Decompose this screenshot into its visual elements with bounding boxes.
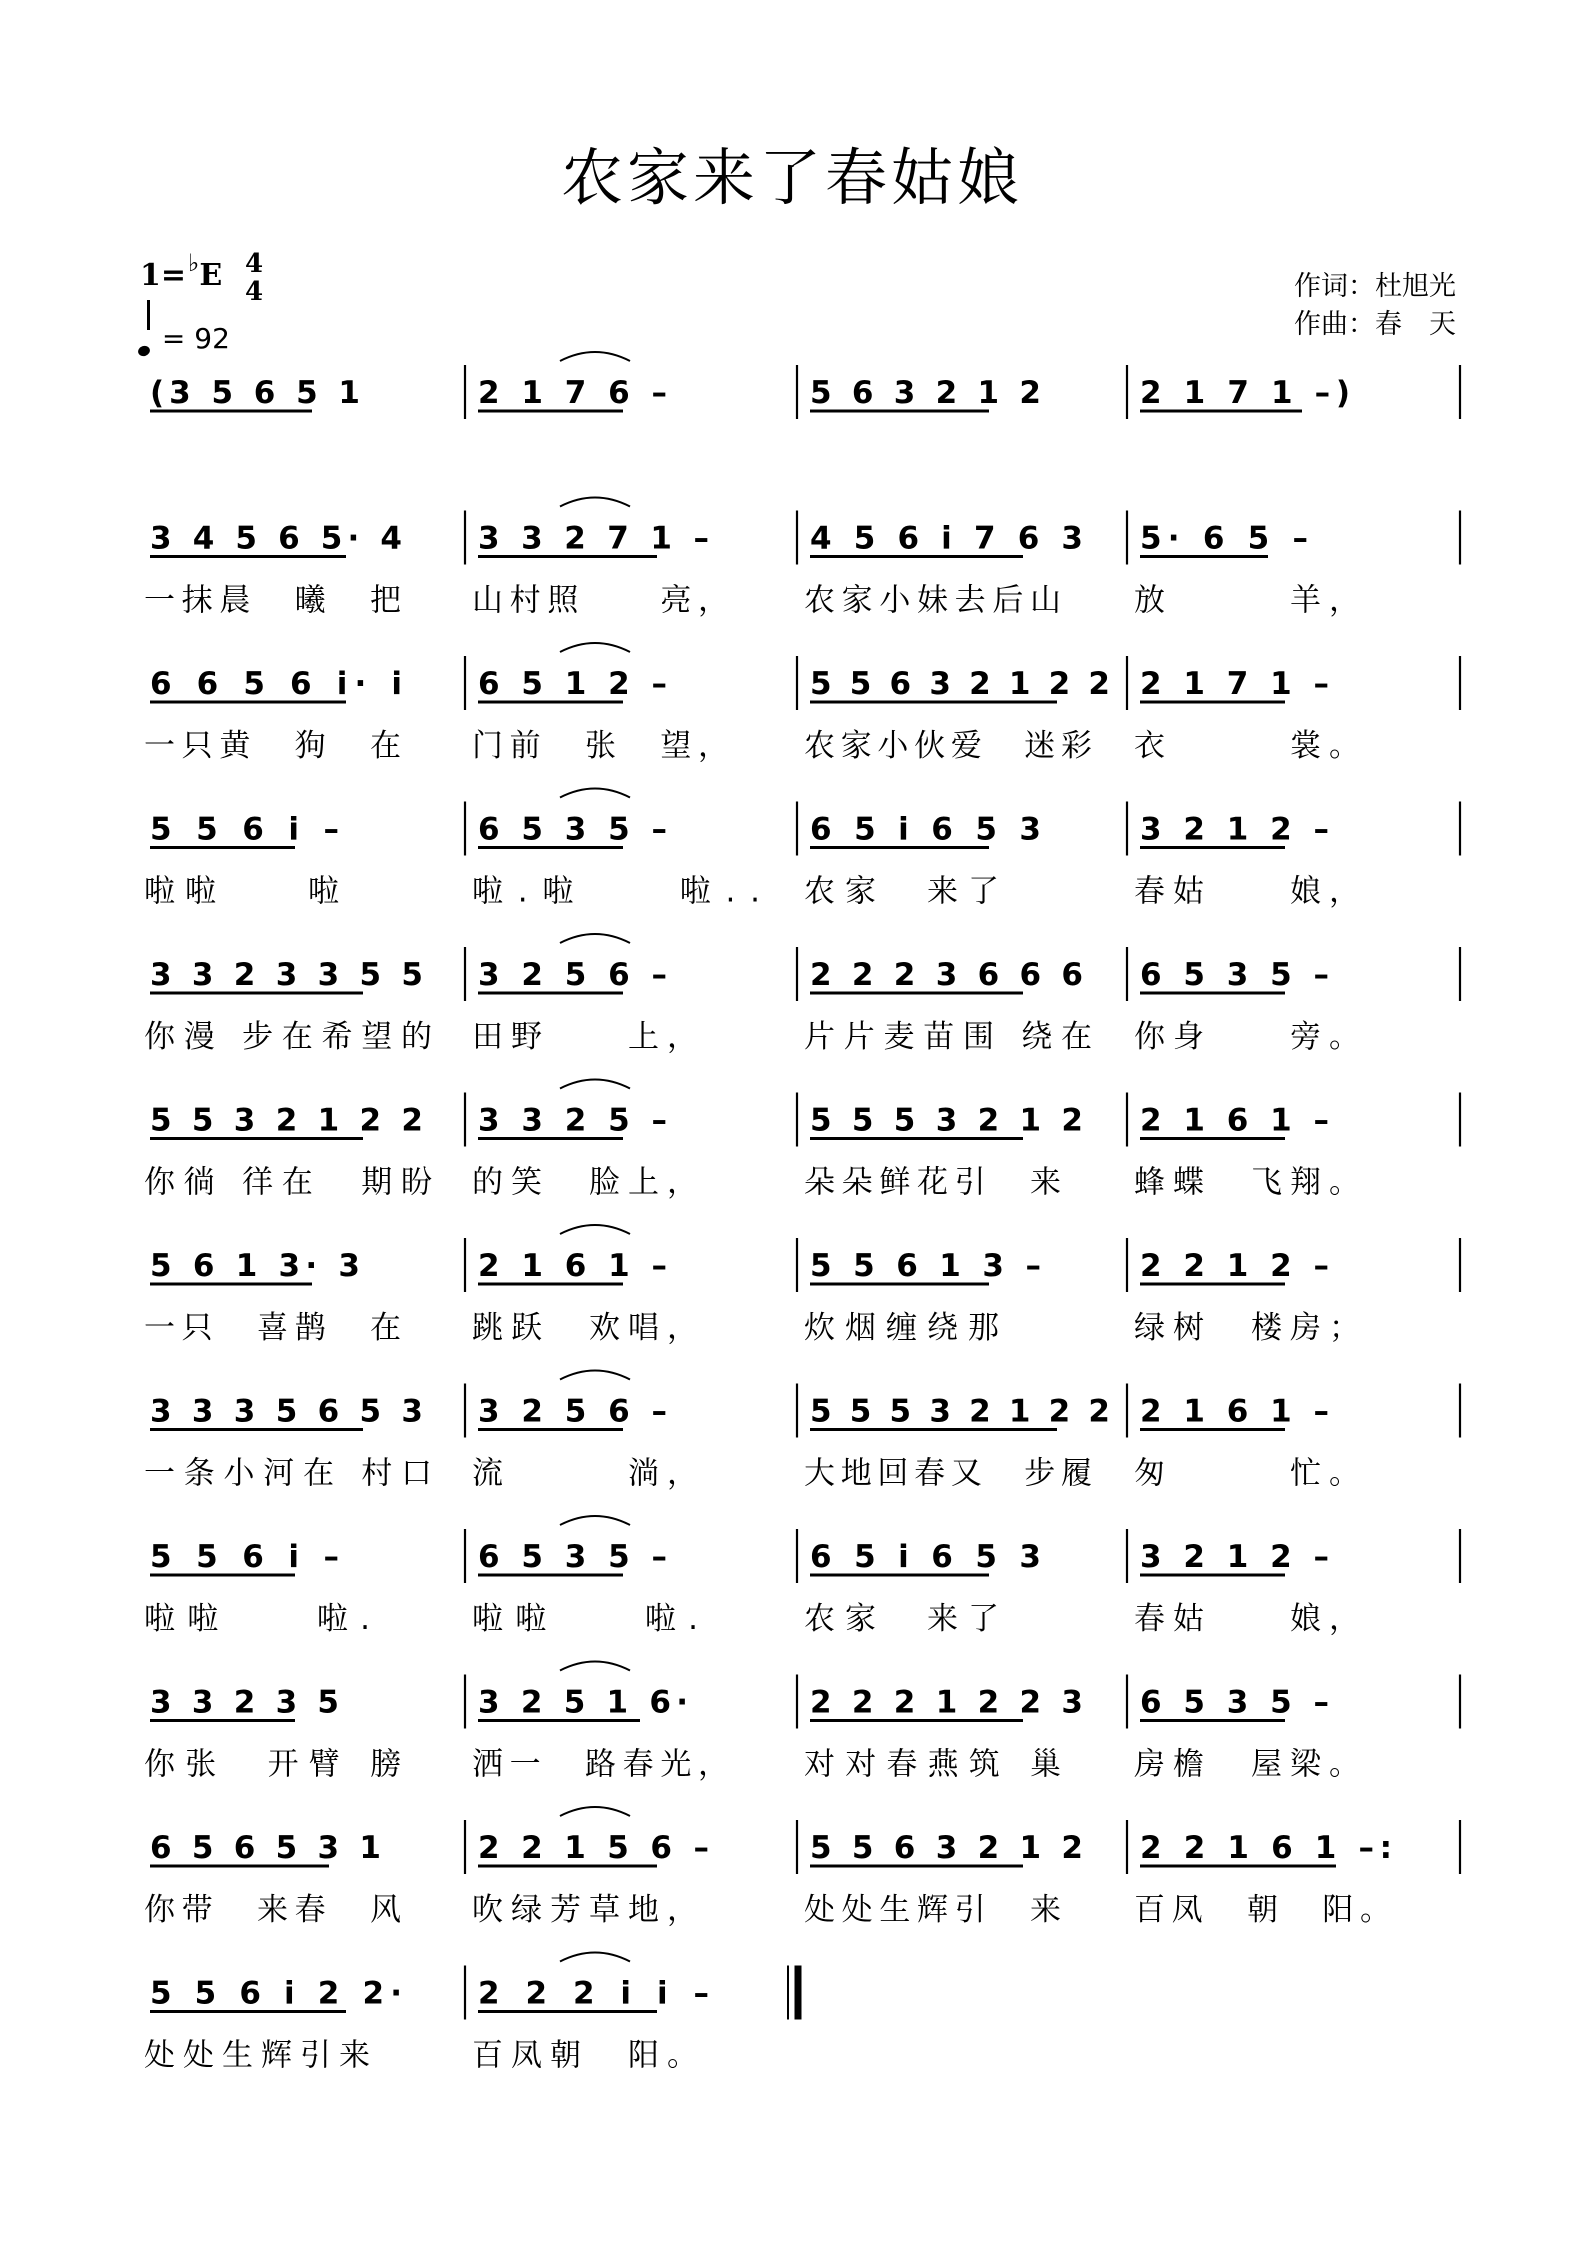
notes-measure: 3 2 1 2 – (1140, 1539, 1329, 1575)
lyric-measure: 洒一 路春光， (472, 1746, 729, 1783)
meter-bottom: 4 (245, 277, 264, 307)
lyric-measure: 片片麦苗围 绕在 (804, 1019, 1092, 1055)
slur-mark (560, 1662, 630, 1671)
notes-measure: 2 1 7 1 – (1140, 666, 1329, 702)
notes-measure: 2 2 1 5 6 – (478, 1830, 709, 1866)
notes-measure: 5 6 3 2 1 2 (810, 375, 1041, 411)
notes-measure: 2 2 2 1 2 2 3 (810, 1684, 1083, 1721)
notes-measure: 2 1 6 1 – (1140, 1102, 1329, 1139)
slur-mark (560, 934, 630, 943)
lyric-measure: 处处生辉引来 (144, 2037, 370, 2074)
lyric-measure: 春姑 娘， (1134, 873, 1360, 910)
notes-measure: 3 3 2 3 5 (150, 1684, 339, 1721)
lyric-measure: 衣 裳。 (1134, 728, 1360, 764)
lyric-measure: 农家小伙爱 迷彩 (804, 728, 1092, 764)
notes-measure: 3 2 5 6 – (478, 1393, 667, 1430)
slur-mark (560, 352, 630, 361)
notes-measure: 6 5 3 5 – (1140, 957, 1329, 993)
notes-measure: 2 2 1 2 – (1140, 1248, 1329, 1284)
meter-top: 4 (245, 249, 264, 279)
notes-measure: 5 5 3 2 1 2 2 (150, 1102, 423, 1139)
notes-measure: 2 2 2 i i – (478, 1975, 709, 2012)
notes-measure: 3 3 3 5 6 5 3 (150, 1393, 423, 1430)
notes-measure: 6 5 i 6 5 3 (810, 811, 1041, 848)
lyric-measure: 你漫 步在希望的 (144, 1019, 432, 1055)
lyric-measure: 朵朵鲜花引 来 (804, 1164, 1061, 1201)
lyric-measure: 百凤 朝 阳。 (1134, 1892, 1391, 1928)
lyric-measure: 农家 来了 (804, 873, 999, 910)
notes-measure: 5 5 6 i 2 2· (150, 1975, 402, 2012)
lyric-measure: 啦啦 啦. (144, 1601, 370, 1637)
lyric-measure: 房檐 屋梁。 (1134, 1746, 1360, 1783)
notes-measure: 6 5 3 5 – (478, 811, 667, 848)
lyric-measure: 农家小妹去后山 (804, 582, 1061, 619)
notes-measure: 5 6 1 3· 3 (150, 1248, 360, 1284)
notes-measure: 4 5 6 i 7 6 3 (810, 520, 1083, 557)
notes-measure: 2 1 7 6 – (478, 375, 667, 411)
lyric-measure: 绿树 楼房； (1134, 1310, 1360, 1346)
lyric-measure: 农家 来了 (804, 1601, 999, 1637)
lyric-measure: 蜂蝶 飞翔。 (1134, 1164, 1360, 1201)
slur-mark (560, 1371, 630, 1380)
lyric-measure: 你张 开臂 膀 (144, 1746, 401, 1783)
notes-measure: 3 2 1 2 – (1140, 811, 1329, 848)
notes-measure: 2 1 6 1 – (478, 1248, 667, 1284)
lyric-measure: 对对春燕筑 巢 (804, 1746, 1061, 1783)
notes-measure: 3 3 2 3 3 5 5 (150, 957, 423, 993)
notes-measure: (3 5 6 5 1 (150, 375, 360, 411)
slur-mark (560, 1225, 630, 1234)
notes-measure: 3 2 5 1 6· (478, 1684, 688, 1721)
notes-measure: 5 5 6 i – (150, 811, 339, 848)
lyric-measure: 你带 来春 风 (144, 1892, 401, 1928)
lyric-measure: 啦.啦 啦.. (472, 873, 760, 910)
lyric-measure: 的笑 脸上， (472, 1164, 698, 1201)
notes-measure: 6 5 i 6 5 3 (810, 1539, 1041, 1575)
lyric-measure: 百凤朝 阳。 (472, 2037, 698, 2074)
notes-measure: 3 3 2 7 1 – (478, 520, 709, 557)
key-prefix: 1= (140, 258, 187, 293)
lyric-measure: 跳跃 欢唱， (472, 1310, 698, 1346)
sheet-title: 农家来了春姑娘 (560, 141, 1023, 214)
lyric-measure: 一条小河在 村口 (144, 1455, 432, 1492)
lyric-measure: 山村照 亮， (472, 582, 729, 619)
notes-measure: 3 2 5 6 – (478, 957, 667, 993)
notes-measure: 5 5 6 3 2 1 2 (810, 1830, 1083, 1866)
slur-mark (560, 1516, 630, 1525)
notes-measure: 3 3 2 5 – (478, 1102, 667, 1139)
notes-measure: 5· 6 5 – (1140, 520, 1308, 557)
lyric-measure: 一抹晨 曦 把 (144, 582, 401, 619)
notes-measure: 6 5 3 5 – (1140, 1684, 1329, 1721)
lyric-measure: 一只黄 狗 在 (144, 728, 401, 764)
notes-measure: 5 5 6 i – (150, 1539, 339, 1575)
lyric-measure: 处处生辉引 来 (804, 1892, 1061, 1928)
notes-measure: 5 5 5 3 2 1 2 (810, 1102, 1083, 1139)
notes-measure: 5 5 6 1 3 – (810, 1248, 1041, 1284)
lyric-measure: 一只 喜鹊 在 (144, 1310, 401, 1346)
flat-icon: ♭ (188, 248, 200, 277)
key-note: E (199, 258, 223, 293)
notes-measure: 6 6 5 6 i· i (150, 666, 402, 702)
lyric-measure: 匆 忙。 (1134, 1455, 1360, 1492)
notes-measure: 6 5 6 5 3 1 (150, 1830, 381, 1866)
lyric-measure: 你身 旁。 (1134, 1019, 1360, 1055)
lyric-measure: 大地回春又 步履 (804, 1455, 1092, 1492)
slur-mark (560, 498, 630, 507)
slur-mark (560, 1080, 630, 1089)
notes-measure: 2 1 6 1 – (1140, 1393, 1329, 1430)
notes-measure: 2 2 2 3 6 6 6 (810, 957, 1083, 993)
lyric-measure: 啦啦 啦 (144, 873, 339, 910)
lyric-measure: 流 淌， (472, 1455, 698, 1492)
lyric-measure: 啦啦 啦. (472, 1601, 698, 1637)
lyricist: 作词：杜旭光 (1294, 271, 1456, 302)
composer: 作曲：春 天 (1294, 309, 1456, 340)
notes-measure: 6 5 1 2 – (478, 666, 667, 702)
notes-measure: 5 5 6 3 2 1 2 2 (810, 666, 1110, 702)
slur-mark (560, 643, 630, 652)
lyric-measure: 田野 上， (472, 1019, 698, 1055)
notes-measure: 6 5 3 5 – (478, 1539, 667, 1575)
notes-measure: 3 4 5 6 5· 4 (150, 520, 402, 557)
notes-measure: 2 1 7 1 –) (1140, 375, 1350, 411)
lyric-measure: 放 羊， (1134, 582, 1360, 619)
notes-measure: 2 2 1 6 1 –: (1140, 1830, 1392, 1866)
lyric-measure: 春姑 娘， (1134, 1601, 1360, 1637)
lyric-measure: 你徜 徉在 期盼 (144, 1164, 432, 1201)
lyric-measure: 炊烟缠绕那 (804, 1310, 999, 1346)
slur-mark (560, 1807, 630, 1816)
notes-measure: 5 5 5 3 2 1 2 2 (810, 1393, 1110, 1430)
tempo-value: = 92 (161, 322, 230, 355)
lyric-measure: 吹绿芳草地， (472, 1892, 698, 1928)
slur-mark (560, 789, 630, 798)
lyric-measure: 门前 张 望， (472, 728, 729, 764)
slur-mark (560, 1953, 630, 1962)
